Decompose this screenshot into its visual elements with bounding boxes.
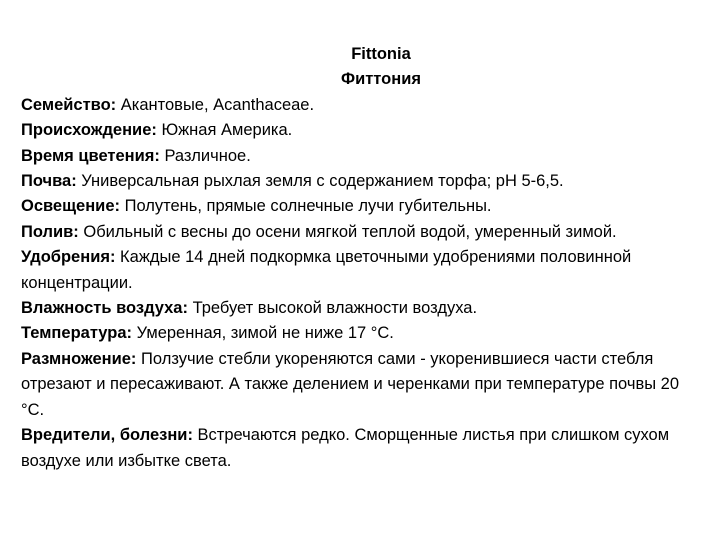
entry-label: Влажность воздуха: — [21, 299, 188, 318]
entry-temperature — [21, 321, 701, 346]
entry-label: Удобрения: — [21, 248, 116, 267]
entry-origin — [21, 118, 701, 143]
entry-text: Различное. — [159, 146, 251, 165]
entry-label: Семейство: — [21, 95, 117, 114]
entry-text: Обильный с весны до осени мягкой теплой водой, умеренный зимой. — [78, 222, 617, 241]
plant-info-text — [21, 42, 701, 474]
entry-pests-diseases — [21, 423, 701, 474]
entry-flowering-time — [21, 144, 701, 169]
entry-label: Размножение: — [21, 349, 137, 368]
entry-text: Акантовые, Acanthaceae. — [116, 95, 315, 114]
entry-label: Вредители, болезни: — [21, 426, 193, 445]
entry-label: Температура: — [21, 324, 133, 343]
entry-text: Универсальная рыхлая земля с содержанием торфа; pH 5-6,5. — [76, 172, 564, 191]
entry-label: Происхождение: — [21, 121, 157, 140]
entry-soil — [21, 169, 701, 194]
entry-text: Умеренная, зимой не ниже 17 °С. — [132, 324, 394, 343]
entry-humidity — [21, 296, 701, 321]
entry-lighting — [21, 194, 701, 219]
entry-text: Встречаются редко. Сморщенные листья при слишком сухом воздухе или избытке света. — [21, 426, 670, 470]
entry-label: Почва: — [21, 172, 77, 191]
title-latin: Fittonia — [351, 45, 411, 63]
entry-text: Южная Америка. — [156, 121, 293, 140]
entry-family — [21, 93, 701, 118]
entry-label: Полив: — [21, 222, 79, 241]
entry-watering — [21, 220, 701, 245]
entry-text: Каждые 14 дней подкормка цветочными удобрениями половинной концентрации. — [21, 248, 632, 292]
entry-label: Освещение: — [21, 197, 120, 216]
entry-text: Полутень, прямые солнечные лучи губительны. — [120, 197, 492, 216]
entry-text: Ползучие стебли укореняются сами - укоренившиеся части стебля отрезают и пересаживают. А также делением и черенками при температуре почвы 20 °С. — [21, 349, 680, 419]
entry-propagation — [21, 347, 701, 423]
entry-label: Время цветения: — [21, 146, 160, 165]
entry-text: Требует высокой влажности воздуха. — [187, 299, 478, 318]
title-russian: Фиттония — [341, 70, 421, 89]
entry-fertilizer — [21, 245, 701, 296]
